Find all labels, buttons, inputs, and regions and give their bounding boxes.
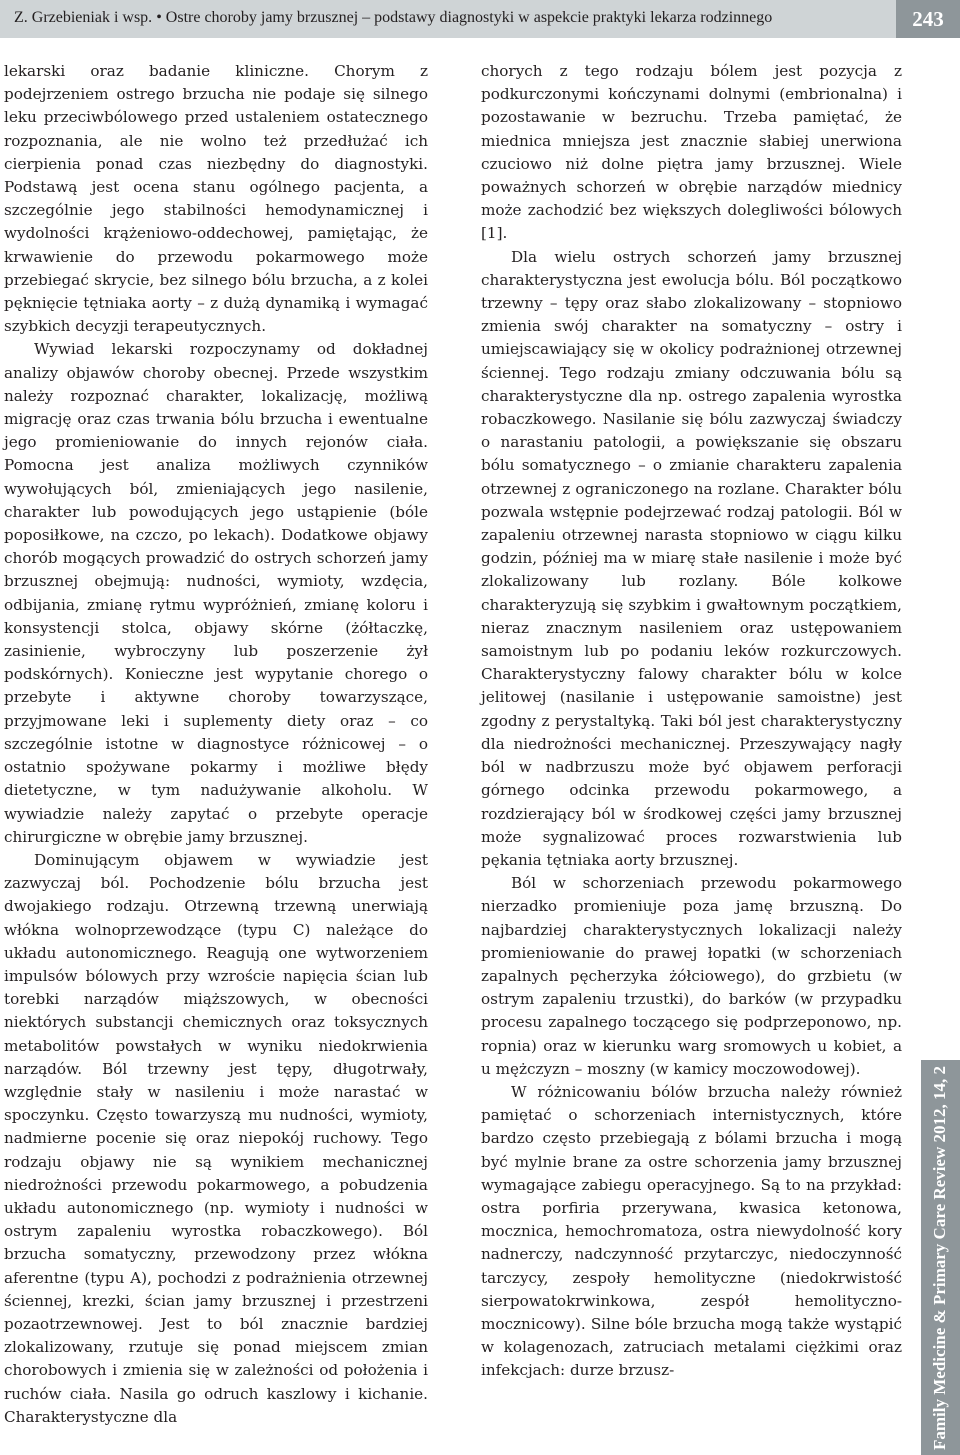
paragraph: W różnicowaniu bólów brzucha należy również pamiętać o schorzeniach internistycznych, które bardzo często przebiegają z bólami brzucha i mogą być mylnie brane za ostre schorzenia jamy brzusznej wymagające zabiegu operacyjnego. Są to na przykład: ostra porfiria przerywana, kwasica ketonowa, mocznica, hemochromatoza, ostra niewydolność kory nadnerczy, nadczynność przytarczyc, niedoczynność tarczycy, zespoły hemolityczne (niedokrwistość sierpowatokrwinkowa, zespół hemolityczno-mocznicowy). Silne bóle brzucha mogą także wystąpić w kolagenozach, zatruciach metalami ciężkimi oraz infekcjach: durze brzusz- <box>481 1082 902 1380</box>
header-title: Ostre choroby jamy brzusznej – podstawy diagnostyki w aspekcie praktyki lekarza rodzinnego <box>165 9 773 26</box>
paragraph: Ból w schorzeniach przewodu pokarmowego nierzadko promieniuje poza jamę brzuszną. Do najbardziej charakterystycznych lokalizacji należy promieniowanie do prawej łopatki (w schorzeniach zapalnych pęcherzyka żółciowego), do grzbietu (w ostrym zapaleniu trzustki), do barków (w przypadku procesu zapalnego toczącego się podprzeponowo, np. ropnia) oraz w kierunku warg sromowych u kobiet, a u mężczyzn – moszny (w kamicy moczowodowej). <box>481 874 902 1078</box>
paragraph: Dominującym objawem w wywiadzie jest zazwyczaj ból. Pochodzenie bólu brzucha jest dwojakiego rodzaju. Otrzewną trzewną unerwiają włókna wolnoprzewodzące (typu C) należące do układu autonomicznego. Reagują one wytworzeniem impulsów bólowych przy wzroście napięcia ścian lub torebki narządów miąższowych, w obecności niektórych substancji chemicznych oraz toksycznych metabolitów powstałych w wyniku niedokrwienia narządów. Ból trzewny jest tępy, długotrwały, względnie stały w nasileniu i może narastać w spoczynku. Często towarzyszą mu nudności, wymioty, nadmierne pocenie się oraz niepokój ruchowy. Tego rodzaju objawy nie są wynikiem mechanicznej niedrożności przewodu pokarmowego, a pobudzenia układu autonomicznego (np. wymioty i nudności w ostrym zapaleniu wyrostka robaczkowego). Ból brzucha somatyczny, przewodzony przez włókna aferentne (typu A), pochodzi z podrażnienia otrzewnej ściennej, krezki, ścian jamy brzusznej i przestrzeni pozaotrzewnowej. Jest to ból znacznie bardziej zlokalizowany, rzutuje się ponad miejscem zmian chorobowych i zmienia się w zależności od położenia i ruchów ciała. Nasila go odruch kaszlowy i kichanie. Charakterystyczne dla <box>4 850 428 1426</box>
paragraph: Wywiad lekarski rozpoczynamy od dokładnej analizy objawów choroby obecnej. Przede wszystkim należy rozpoznać charakter, lokalizację, możliwą migrację oraz czas trwania bólu brzucha i ewentualne jego promieniowanie do innych rejonów ciała. Pomocna jest analiza możliwych czynników wywołujących ból, zmieniających jego nasilenie, charakter lub powodujących jego ustąpienie (bóle poposiłkowe, na czczo, po lekach). Dodatkowe objawy chorób mogących prowadzić do ostrych schorzeń jamy brzusznej obejmują: nudności, wymioty, wzdęcia, odbijania, zmianę rytmu wypróżnień, zmianę koloru i konsystencji stolca, objawy skórne (żółtaczkę, zasinienie, wybroczyny lub poszerzenie żył podskórnych). Konieczne jest wypytanie chorego o przebyte i aktywne choroby towarzyszące, przyjmowane leki i suplementy diety oraz – co szczególnie istotne w diagnostyce różnicowej – o ostatnio spożywane pokarmy i możliwe błędy dietetyczne, w tym nadużywanie alkoholu. W wywiadzie należy zapytać o przebyte operacje chirurgiczne w obrębie jamy brzusznej. <box>4 340 428 846</box>
journal-sidebar-label: Family Medicine & Primary Care Review 2012, 14, 2 <box>930 1066 949 1450</box>
running-header <box>0 0 960 38</box>
paragraph: lekarski oraz badanie kliniczne. Chorym z podejrzeniem ostrego brzucha nie podaje się silnego leku przeciwbólowego przed ustaleniem ostatecznego rozpoznania, ale nie wolno też przedłużać ich cierpienia ponad czas niezbędny do diagnostyki. Podstawą jest ocena stanu ogólnego pacjenta, a szczególnie jego stabilności hemodynamicznej i wydolności krążeniowo-oddechowej, pamiętając, że krwawienie do przewodu pokarmowego może przebiegać skrycie, bez silnego bólu brzucha, a z kolei pęknięcie tętniaka aorty – z dużą dynamiką i wymagać szybkich decyzji terapeutycznych. <box>4 62 428 336</box>
running-header-text <box>14 9 772 27</box>
left-column <box>4 60 428 1429</box>
paragraph: Dla wielu ostrych schorzeń jamy brzusznej charakterystyczna jest ewolucja bólu. Ból początkowo trzewny – tępy oraz słabo zlokalizowany – stopniowo zmienia swój charakter na somatyczny – ostry i umiejscawiający się w okolicy podrażnionej otrzewnej ściennej. Tego rodzaju zmiany odczuwania bólu są charakterystyczne dla np. ostrego zapalenia wyrostka robaczkowego. Nasilanie się bólu zazwyczaj świadczy o narastaniu patologii, a powiększanie się obszaru bólu somatycznego – o zmianie charakteru zapalenia otrzewnej z ograniczonego na rozlane. Charakter bólu pozwala wstępnie podejrzewać rodzaj patologii. Ból w zapaleniu otrzewnej narasta stopniowo w ciągu kilku godzin, później ma w miarę stałe nasilenie i może być zlokalizowany lub rozlany. Bóle kolkowe charakteryzują się szybkim i gwałtownym początkiem, nieraz znacznym nasileniem oraz ustępowaniem samoistnym lub po podaniu leków rozkurczowych. Charakterystyczny falowy charakter bólu w kolce jelitowej (nasilanie i ustępowanie samoistne) jest zgodny z perystaltyką. Taki ból jest charakterystyczny dla niedrożności mechanicznej. Przeszywający nagły ból w nadbrzuszu może być objawem perforacji górnego odcinka przewodu pokarmowego, a rozdzierający ból w środkowej części jamy brzusznej może sygnalizować proces rozwarstwienia lub pękania tętniaka aorty brzusznej. <box>481 247 902 869</box>
page-number: 243 <box>896 0 960 38</box>
paragraph: chorych z tego rodzaju bólem jest pozycja z podkurczonymi kończynami dolnymi (embrionalna) i pozostawanie w bezruchu. Trzeba pamiętać, że miednica mniejsza jest znacznie słabiej unerwiona czuciowo niż dolne piętra jamy brzusznej. Wiele poważnych schorzeń w obrębie narządów miednicy może zachodzić bez większych dolegliwości bólowych [1]. <box>481 62 902 243</box>
header-bullet: • <box>156 9 162 26</box>
header-authors: Z. Grzebieniak i wsp. <box>14 9 153 26</box>
right-column <box>481 60 902 1383</box>
